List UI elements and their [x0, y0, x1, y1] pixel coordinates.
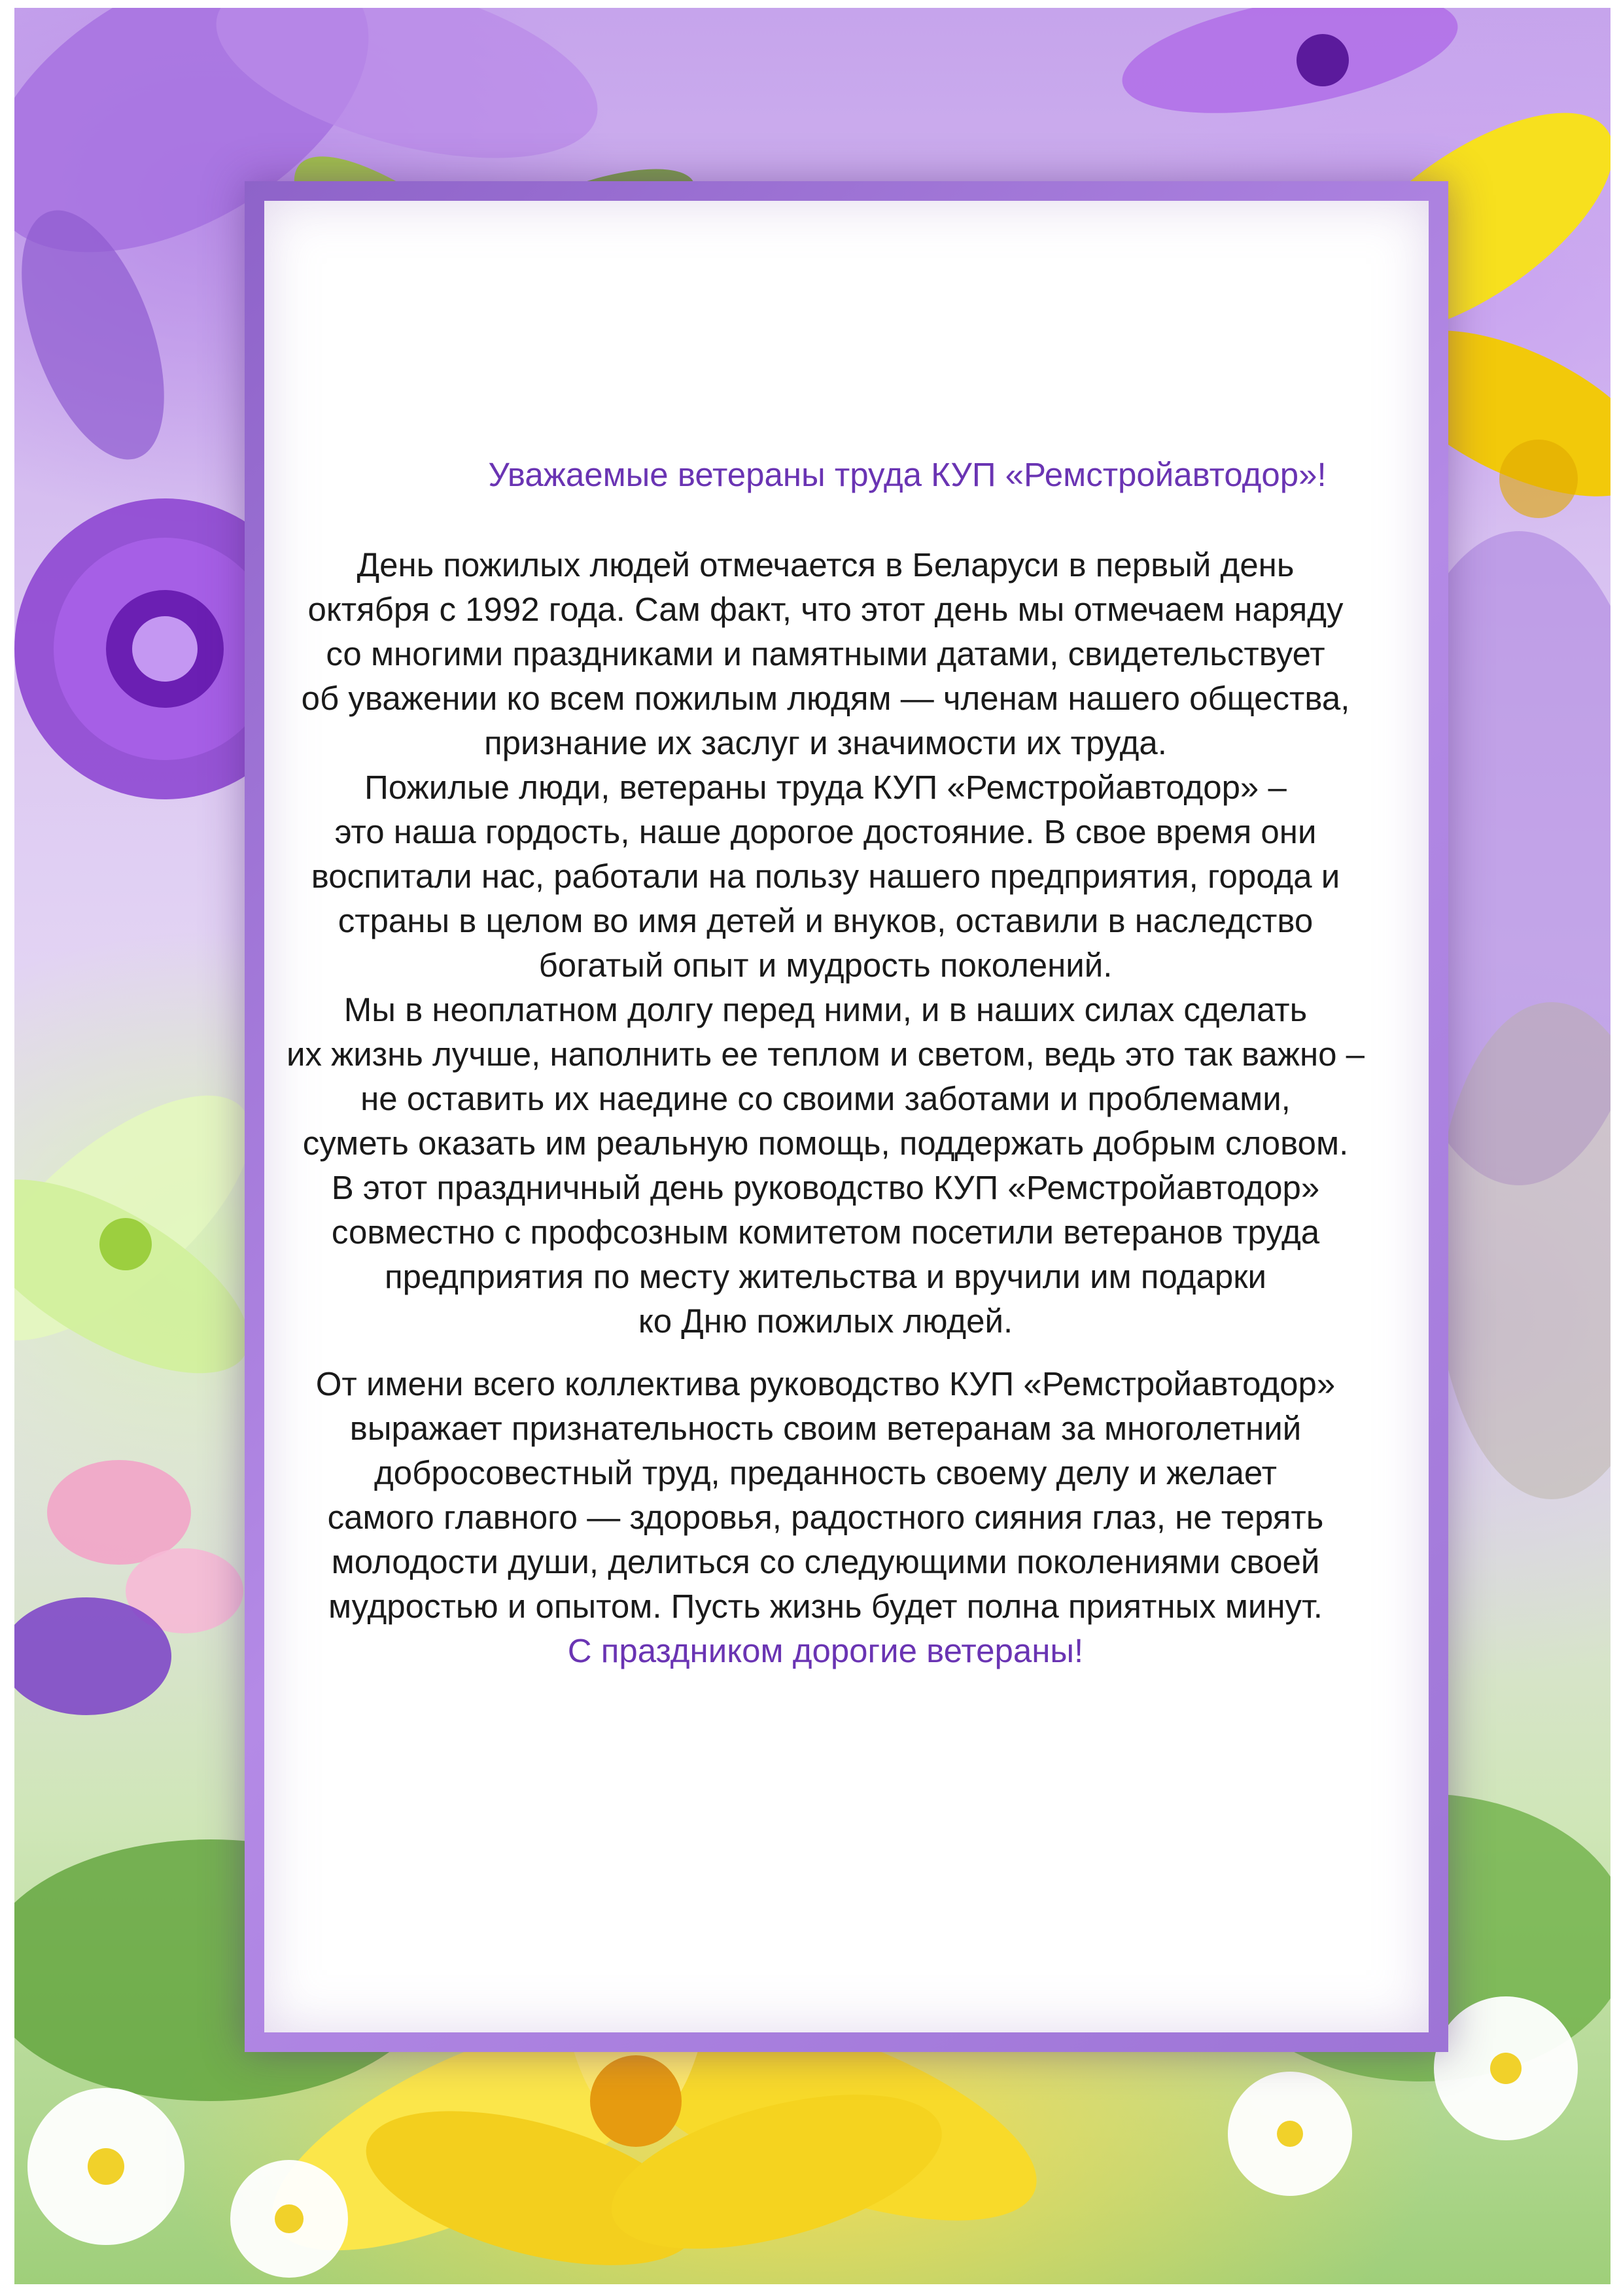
text-line: Пожилые люди, ветераны труда КУП «Ремстройавтодор» –: [364, 769, 1287, 806]
text-line: их жизнь лучше, наполнить ее теплом и светом, ведь это так важно –: [286, 1035, 1365, 1073]
text-line: В этот праздничный день руководство КУП «Ремстройавтодор»: [331, 1169, 1320, 1206]
text-line: суметь оказать им реальную помощь, поддержать добрым словом.: [302, 1124, 1349, 1162]
closing-line: С праздником дорогие ветераны!: [567, 1632, 1084, 1669]
text-line: это наша гордость, наше дорогое достояние. В свое время они: [334, 813, 1317, 850]
text-line: мудростью и опытом. Пусть жизнь будет полна приятных минут.: [328, 1588, 1323, 1625]
text-line: октября с 1992 года. Сам факт, что этот день мы отмечаем наряду: [307, 591, 1344, 628]
text-line: ко Дню пожилых людей.: [638, 1302, 1013, 1340]
paragraph-1: [191, 543, 1460, 765]
text-line: богатый опыт и мудрость поколений.: [538, 947, 1113, 984]
text-line: признание их заслуг и значимости их труда.: [484, 724, 1167, 761]
text-line: От имени всего коллектива руководство КУП «Ремстройавтодор»: [315, 1365, 1336, 1402]
text-line: добросовестный труд, преданность своему делу и желает: [374, 1454, 1277, 1491]
text-line: совместно с профсозным комитетом посетили ветеранов труда: [331, 1213, 1320, 1251]
text-line: со многими праздниками и памятными датами, свидетельствует: [326, 635, 1325, 672]
paragraph-2: [191, 765, 1460, 988]
paragraph-4: [191, 1362, 1460, 1629]
text-line: День пожилых людей отмечается в Беларуси в первый день: [357, 546, 1295, 583]
letter-content: [191, 453, 1460, 1673]
greeting-heading: Уважаемые ветераны труда КУП «Ремстройавтодор»!: [488, 456, 1327, 493]
text-line: воспитали нас, работали на пользу нашего предприятия, города и: [311, 858, 1340, 895]
text-line: страны в целом во имя детей и внуков, оставили в наследство: [338, 902, 1314, 939]
text-line: предприятия по месту жительства и вручили им подарки: [384, 1258, 1267, 1295]
text-line: выражает признательность своим ветеранам за многолетний: [349, 1410, 1302, 1447]
text-line: не оставить их наедине со своими заботами и проблемами,: [360, 1080, 1291, 1117]
greeting-card: [14, 8, 1610, 2284]
text-line: об уважении ко всем пожилым людям — членам нашего общества,: [301, 680, 1350, 717]
text-line: самого главного — здоровья, радостного сияния глаз, не терять: [327, 1499, 1324, 1536]
text-line: молодости души, делиться со следующими поколениями своей: [331, 1543, 1320, 1580]
paragraph-3: [191, 988, 1460, 1344]
text-line: Мы в неоплатном долгу перед ними, и в наших силах сделать: [343, 991, 1308, 1028]
